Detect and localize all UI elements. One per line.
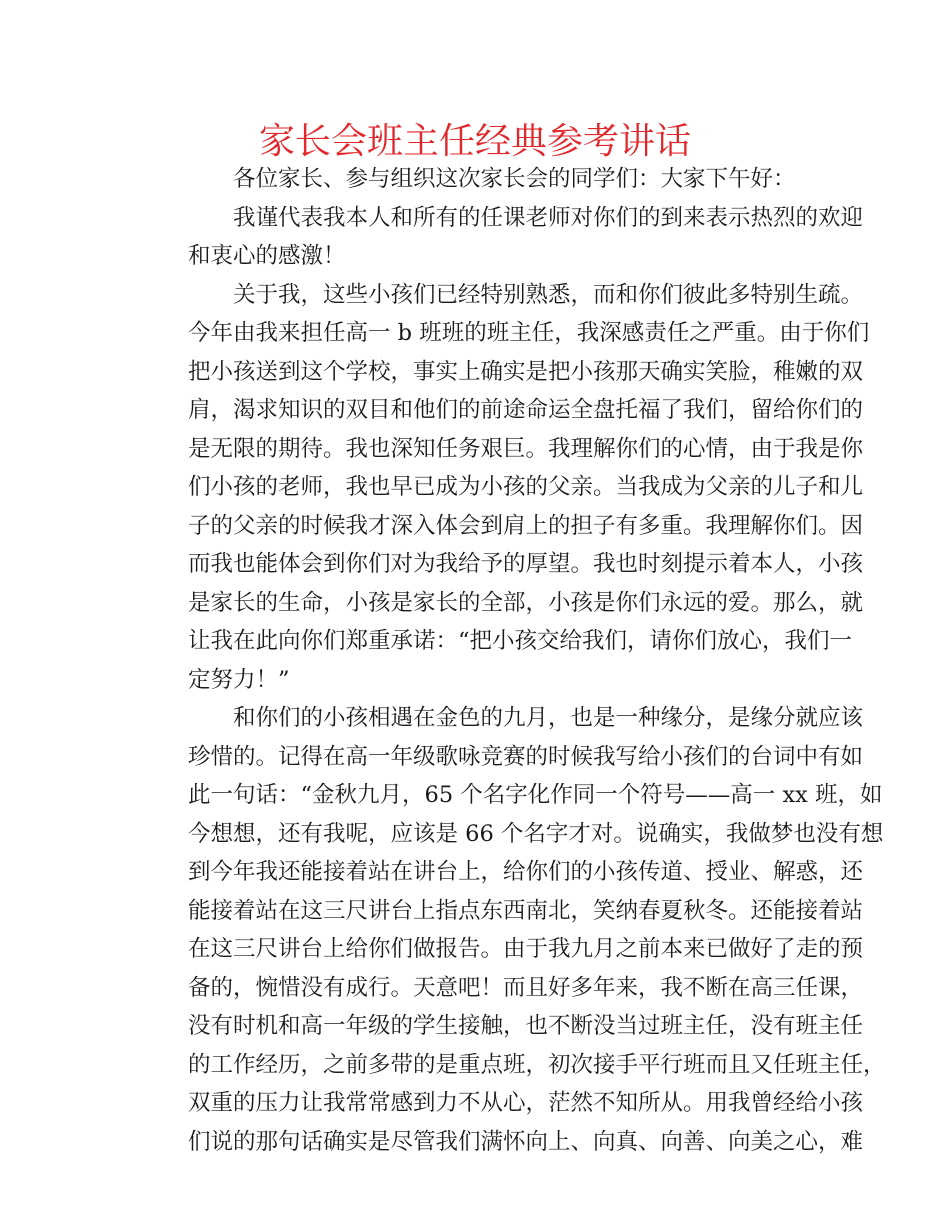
text-line: 是无限的期待。我也深知任务艰巨。我理解你们的心情，由于我是你 <box>188 435 864 462</box>
paragraph-about-me <box>143 276 870 700</box>
text-line: 把小孩送到这个学校，事实上确实是把小孩那天确实笑脸，稚嫩的双 <box>188 358 864 385</box>
text-line: 能接着站在这三尺讲台上指点东西南北，笑纳春夏秋冬。还能接着站 <box>188 897 864 924</box>
text-line: 让我在此向你们郑重承诺：“把小孩交给我们，请你们放心，我们一 <box>188 628 853 654</box>
text-line: 肩，渴求知识的双目和他们的前途命运全盘托福了我们，留给你们的 <box>188 397 864 423</box>
text-line: 备的，惋惜没有成行。天意吧！而且好多年来，我不断在高三任课， <box>188 974 864 1001</box>
paragraph-welcome <box>143 199 864 276</box>
paragraph-september <box>143 699 886 1161</box>
text-line: 们小孩的老师，我也早已成为小孩的父亲。当我成为父亲的儿子和儿 <box>188 474 864 500</box>
paragraph-greeting <box>143 160 818 199</box>
text-line: 珍惜的。记得在高一年级歌咏竞赛的时候我写给小孩们的台词中有如 <box>188 743 864 770</box>
text-line: 各位家长、参与组织这次家长会的同学们：大家下午好： <box>233 166 796 192</box>
text-line: 此一句话：“金秋九月，65 个名字化作同一个符号——高一 xx 班，如 <box>188 782 883 808</box>
text-line: 今想想，还有我呢，应该是 66 个名字才对。说确实，我做梦也没有想 <box>188 820 884 847</box>
text-line: 今年由我来担任高一 b 班班的班主任，我深感责任之严重。由于你们 <box>188 320 870 346</box>
text-line: 到今年我还能接着站在讲台上，给你们的小孩传道、授业、解惑，还 <box>188 859 864 885</box>
text-line: 和你们的小孩相遇在金色的九月，也是一种缘分，是缘分就应该 <box>233 705 864 731</box>
text-line: 定努力！” <box>188 666 290 693</box>
text-line: 们说的那句话确实是尽管我们满怀向上、向真、向善、向美之心，难 <box>188 1128 864 1155</box>
text-line: 的工作经历，之前多带的是重点班，初次接手平行班而且又任班主任， <box>188 1051 886 1078</box>
text-line: 我谨代表我本人和所有的任课老师对你们的到来表示热烈的欢迎 <box>233 204 864 231</box>
text-line: 而我也能体会到你们对为我给予的厚望。我也时刻提示着本人，小孩 <box>188 551 864 577</box>
text-line: 双重的压力让我常常感到力不从心，茫然不知所从。用我曾经给小孩 <box>188 1090 864 1116</box>
document-body <box>143 160 886 1161</box>
text-line: 是家长的生命，小孩是家长的全部，小孩是你们永远的爱。那么，就 <box>188 589 864 616</box>
text-line: 没有时机和高一年级的学生接触，也不断没当过班主任，没有班主任 <box>188 1013 864 1039</box>
document-title: 家长会班主任经典参考讲话 <box>258 121 691 162</box>
text-line: 在这三尺讲台上给你们做报告。由于我九月之前本来已做好了走的预 <box>188 936 864 962</box>
text-line: 子的父亲的时候我才深入体会到肩上的担子有多重。我理解你们。因 <box>188 512 864 539</box>
text-line: 关于我，这些小孩们已经特别熟悉，而和你们彼此多特别生疏。 <box>233 281 864 308</box>
text-line: 和衷心的感激！ <box>188 243 346 269</box>
